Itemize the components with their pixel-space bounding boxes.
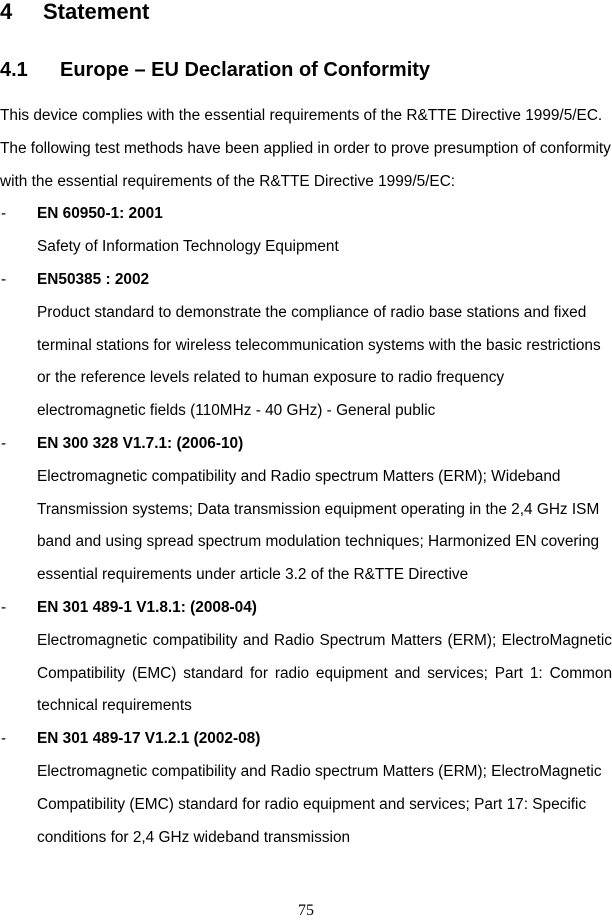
intro-paragraph: This device complies with the essential requirements of the R&TTE Directive 1999/5/EC. The following test methods have been applied in order to prove presumption of conformity with the essential requirements of the R&TTE Directive 1999/5/EC:: [0, 107, 611, 190]
bullet-dash: -: [1, 730, 7, 748]
standard-item: [0, 198, 612, 264]
standard-code: EN 301 489-1 V1.8.1: (2008-04): [37, 598, 257, 616]
standard-description: Electromagnetic compatibility and Radio spectrum Matters (ERM); ElectroMagnetic Compatibility (EMC) standard for radio equipment and services; Part 17: Specific conditions for 2,4 GHz wideband transmission: [37, 762, 602, 846]
subsection-title: Europe – EU Declaration of Conformity: [60, 59, 431, 81]
standard-description: Electromagnetic compatibility and Radio spectrum Matters (ERM); Wideband Transmission systems; Data transmission equipment operating in the 2,4 GHz ISM band and using spread spectrum modulation techniques; Harmonized EN covering essential requirements under article 3.2 of the R&TTE Directive: [37, 467, 600, 584]
standard-code: EN 301 489-17 V1.2.1 (2002-08): [37, 730, 261, 748]
standard-code: EN 300 328 V1.7.1: (2006-10): [37, 434, 244, 452]
standard-description: Product standard to demonstrate the compliance of radio base stations and fixed terminal stations for wireless telecommunication systems with the basic restrictions or the reference levels related to human exposure to radio frequency electromagnetic fields (110MHz - 40 GHz) - General public: [37, 303, 601, 420]
standard-item: [0, 264, 612, 428]
bullet-dash: -: [1, 205, 7, 223]
subsection-number: 4.1: [0, 59, 28, 81]
standard-description: Electromagnetic compatibility and Radio Spectrum Matters (ERM); ElectroMagnetic Compatibility (EMC) standard for radio equipment and services; Part 1: Common technical requirements: [37, 631, 612, 715]
subsection-heading: [0, 58, 430, 82]
section-number: 4: [0, 0, 13, 24]
page-number: 75: [298, 902, 314, 919]
standard-item: [0, 592, 612, 723]
body-text: [0, 100, 612, 854]
standard-code: EN 60950-1: 2001: [37, 205, 163, 223]
standard-code: EN50385 : 2002: [37, 270, 150, 288]
bullet-dash: -: [1, 434, 7, 452]
standard-item: [0, 428, 612, 592]
standard-item: [0, 723, 612, 854]
section-title: Statement: [43, 0, 150, 24]
section-heading: [0, 0, 149, 24]
standard-description: Safety of Information Technology Equipment: [37, 238, 339, 256]
bullet-dash: -: [1, 270, 7, 288]
bullet-dash: -: [1, 598, 7, 616]
